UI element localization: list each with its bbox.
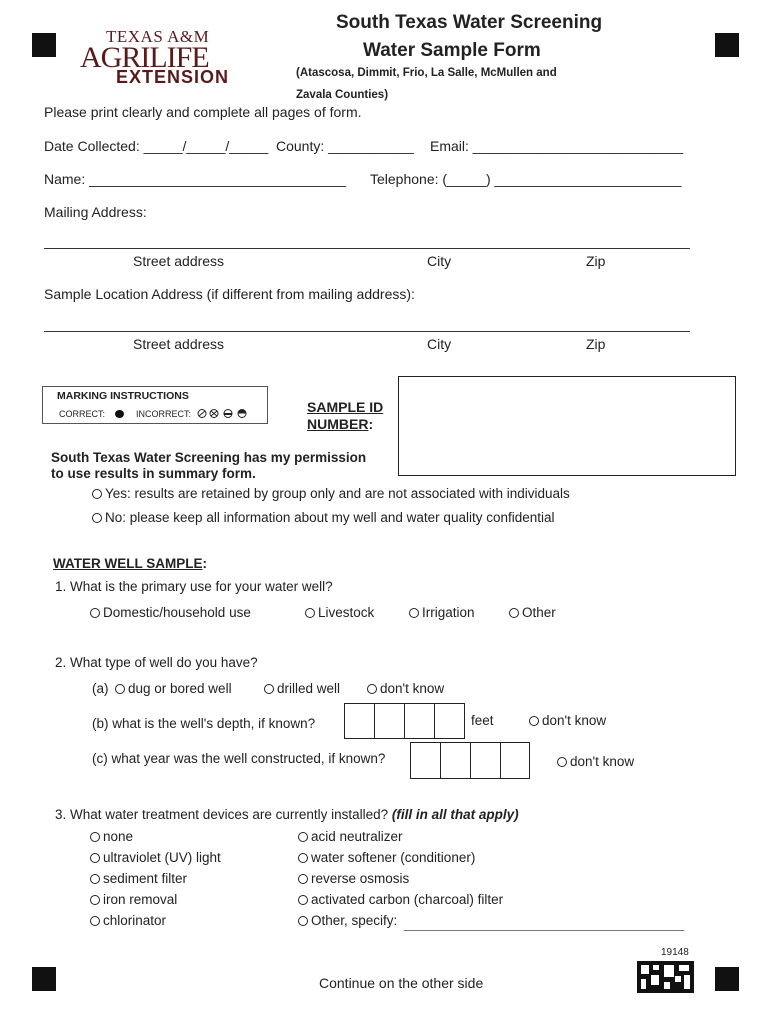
permission-no-label: No: please keep all information about my well and water quality confidential <box>105 510 555 525</box>
q3-option-none[interactable] <box>90 829 133 844</box>
print-instructions: Please print clearly and complete all pages of form. <box>44 104 362 120</box>
q2c-option-dont-know-label: don't know <box>570 754 635 769</box>
permission-yes-label: Yes: results are retained by group only and are not associated with individuals <box>105 486 570 501</box>
checkbox-circle-icon <box>90 874 100 884</box>
continue-other-side: Continue on the other side <box>319 975 484 991</box>
q1-option-irrigation-label: Irrigation <box>422 605 475 620</box>
counties-line1: (Atascosa, Dimmit, Frio, La Salle, McMullen and <box>296 67 557 79</box>
q3-option-activated-carbon-label: activated carbon (charcoal) filter <box>311 892 504 907</box>
radio-circle-icon <box>529 716 539 726</box>
q1-option-livestock[interactable] <box>305 605 374 620</box>
registration-mark-top-right <box>715 33 739 57</box>
q3-option-none-label: none <box>103 829 134 844</box>
permission-yes-option[interactable] <box>92 486 570 501</box>
year-constructed-digit-boxes[interactable] <box>410 742 530 779</box>
well-depth-digit-boxes[interactable] <box>344 703 465 739</box>
q3-option-reverse-osmosis[interactable] <box>298 871 409 886</box>
water-well-sample-heading-text: WATER WELL SAMPLE <box>53 556 203 571</box>
checkbox-circle-icon <box>298 853 308 863</box>
q2b-option-dont-know[interactable] <box>529 713 606 728</box>
checkbox-circle-icon <box>90 916 100 926</box>
form-title-line2: Water Sample Form <box>363 40 541 61</box>
sample-street-label: Street address <box>133 336 225 352</box>
checkbox-circle-icon <box>298 832 308 842</box>
permission-statement-line2: to use results in summary form. <box>51 466 256 481</box>
sample-city-label: City <box>427 336 452 352</box>
q1-option-livestock-label: Livestock <box>318 605 375 620</box>
q3-option-other[interactable] <box>298 913 397 928</box>
checkbox-circle-icon <box>298 874 308 884</box>
mailing-city-label: City <box>427 253 452 269</box>
logo-line-agrilife: AGRILIFE <box>80 41 209 74</box>
question-1: 1. What is the primary use for your water well? <box>55 579 333 594</box>
q2a-option-dug[interactable] <box>115 681 232 696</box>
checkbox-circle-icon <box>298 916 308 926</box>
q1-option-other[interactable] <box>509 605 556 620</box>
question-3-note: (fill in all that apply) <box>391 807 519 822</box>
mailing-zip-label: Zip <box>586 253 606 269</box>
digit-cell <box>434 704 435 738</box>
digit-cell <box>470 743 471 778</box>
radio-circle-icon <box>557 757 567 767</box>
email-field[interactable]: Email: ___________________________ <box>430 138 684 154</box>
q2a-option-dug-label: dug or bored well <box>128 681 232 696</box>
q2b-question: (b) what is the well's depth, if known? <box>92 716 316 731</box>
name-field[interactable]: Name: _________________________________ <box>44 171 347 187</box>
digit-cell <box>374 704 375 738</box>
q3-option-uv-light[interactable] <box>90 850 221 865</box>
q3-option-reverse-osmosis-label: reverse osmosis <box>311 871 410 886</box>
q3-option-water-softener-label: water softener (conditioner) <box>311 850 476 865</box>
q3-other-specify-line[interactable] <box>404 930 684 931</box>
q2b-unit-feet: feet <box>471 713 494 728</box>
form-number: 19148 <box>661 947 689 958</box>
q3-option-sediment-filter-label: sediment filter <box>103 871 188 886</box>
sample-id-number-box[interactable] <box>398 376 736 476</box>
checkbox-circle-icon <box>298 895 308 905</box>
mailing-street-label: Street address <box>133 253 225 269</box>
county-field[interactable]: County: ___________ <box>276 138 414 154</box>
mailing-address-line[interactable] <box>44 248 690 249</box>
question-3 <box>55 807 519 822</box>
incorrect-marks-icon <box>197 408 255 419</box>
telephone-field[interactable]: Telephone: (_____) ________________________ <box>370 171 682 187</box>
water-well-sample-heading-colon: : <box>202 556 207 571</box>
digit-cell <box>440 743 441 778</box>
marking-instructions-box <box>42 386 268 424</box>
q3-option-activated-carbon[interactable] <box>298 892 503 907</box>
checkbox-circle-icon <box>90 895 100 905</box>
question-2: 2. What type of well do you have? <box>55 655 258 670</box>
correct-mark-icon <box>115 410 124 418</box>
radio-circle-icon <box>115 684 125 694</box>
marking-incorrect-label: INCORRECT: <box>136 409 192 419</box>
digit-cell <box>500 743 501 778</box>
marking-instructions-title: MARKING INSTRUCTIONS <box>57 390 189 402</box>
radio-circle-icon <box>92 489 102 499</box>
marking-correct-label: CORRECT: <box>59 409 106 419</box>
question-3-text: 3. What water treatment devices are currently installed? <box>55 807 389 822</box>
q3-option-sediment-filter[interactable] <box>90 871 187 886</box>
radio-circle-icon <box>264 684 274 694</box>
sample-id-colon: : <box>368 416 374 432</box>
q1-option-domestic[interactable] <box>90 605 251 620</box>
q3-option-acid-neutralizer-label: acid neutralizer <box>311 829 403 844</box>
registration-mark-bottom-right <box>715 967 739 991</box>
radio-circle-icon <box>305 608 315 618</box>
q1-option-irrigation[interactable] <box>409 605 475 620</box>
sample-location-line[interactable] <box>44 331 690 332</box>
form-barcode-icon <box>637 961 694 993</box>
q3-option-uv-light-label: ultraviolet (UV) light <box>103 850 221 865</box>
mailing-address-label: Mailing Address: <box>44 204 147 220</box>
q3-option-chlorinator[interactable] <box>90 913 166 928</box>
sample-id-line1: SAMPLE ID <box>307 399 384 415</box>
counties-line2: Zavala Counties) <box>296 89 389 101</box>
q2a-option-drilled-label: drilled well <box>277 681 341 696</box>
q3-option-iron-removal-label: iron removal <box>103 892 178 907</box>
permission-statement-line1: South Texas Water Screening has my permission <box>51 450 367 465</box>
sample-zip-label: Zip <box>586 336 606 352</box>
sample-id-label <box>307 399 383 433</box>
permission-no-option[interactable] <box>92 510 555 525</box>
q2a-option-dont-know-label: don't know <box>380 681 445 696</box>
sample-location-label: Sample Location Address (if different from mailing address): <box>44 286 415 302</box>
q2b-option-dont-know-label: don't know <box>542 713 607 728</box>
q3-option-chlorinator-label: chlorinator <box>103 913 167 928</box>
radio-circle-icon <box>92 513 102 523</box>
checkbox-circle-icon <box>90 853 100 863</box>
registration-mark-bottom-left <box>32 967 56 991</box>
q2c-option-dont-know[interactable] <box>557 754 634 769</box>
logo-line-extension: EXTENSION <box>116 67 230 87</box>
form-title-line1: South Texas Water Screening <box>336 12 603 33</box>
q3-option-acid-neutralizer[interactable] <box>298 829 403 844</box>
q3-option-iron-removal[interactable] <box>90 892 177 907</box>
water-well-sample-heading <box>53 556 207 571</box>
agrilife-logo <box>80 27 240 89</box>
q3-option-other-label: Other, specify: <box>311 913 398 928</box>
checkbox-circle-icon <box>90 832 100 842</box>
q1-option-other-label: Other <box>522 605 556 620</box>
date-collected-field[interactable]: Date Collected: _____/_____/_____ <box>44 138 269 154</box>
q2a-label: (a) <box>92 681 109 696</box>
digit-cell <box>404 704 405 738</box>
radio-circle-icon <box>90 608 100 618</box>
registration-mark-top-left <box>32 33 56 57</box>
q2a-option-drilled[interactable] <box>264 681 340 696</box>
sample-id-line2 <box>307 416 383 433</box>
q1-option-domestic-label: Domestic/household use <box>103 605 251 620</box>
sample-id-number-text: NUMBER <box>307 416 369 432</box>
q2a-option-dont-know[interactable] <box>367 681 444 696</box>
radio-circle-icon <box>409 608 419 618</box>
q3-option-water-softener[interactable] <box>298 850 475 865</box>
q2c-question: (c) what year was the well constructed, if known? <box>92 751 386 766</box>
logo-line-texas-am: TEXAS A&M <box>106 27 210 46</box>
radio-circle-icon <box>367 684 377 694</box>
radio-circle-icon <box>509 608 519 618</box>
